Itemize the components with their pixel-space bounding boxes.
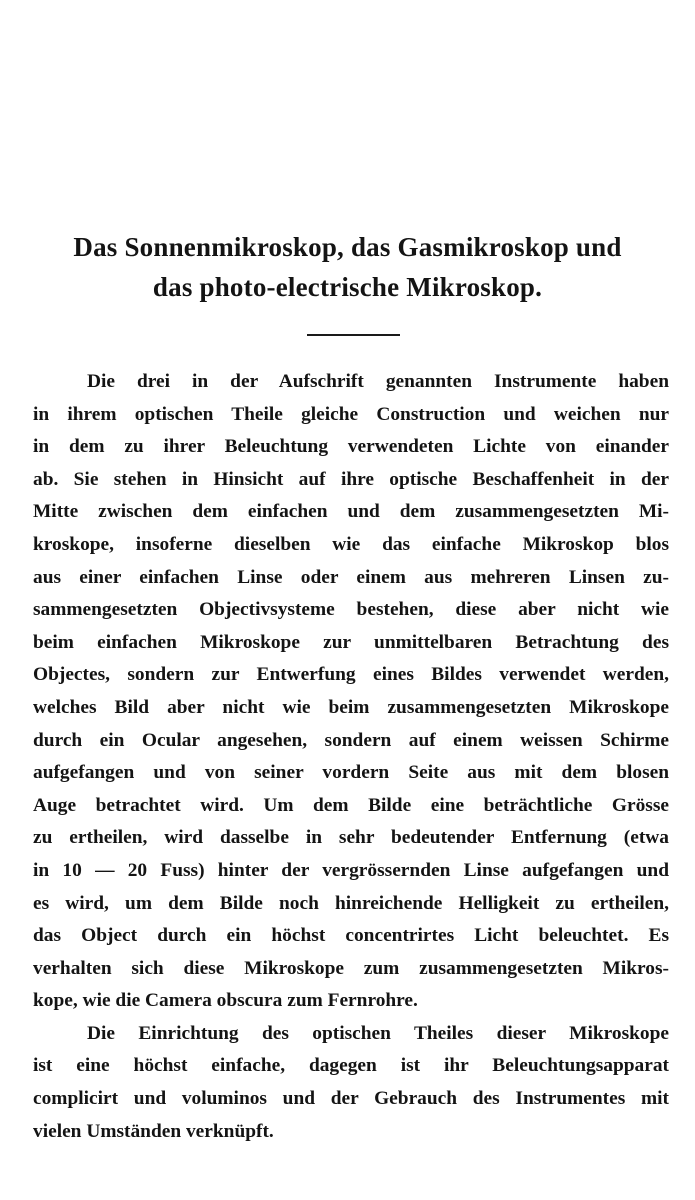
body-text bbox=[33, 366, 669, 1148]
text-line: Objectes, sondern zur Entwerfung eines Bildes verwendet werden, bbox=[33, 664, 669, 686]
text-line: es wird, um dem Bilde noch hinreichende Helligkeit zu ertheilen, bbox=[33, 892, 669, 914]
text-line: welches Bild aber nicht wie beim zusammengesetzten Mikroskope bbox=[33, 696, 669, 718]
text-line: kroskope, insoferne dieselben wie das einfache Mikroskop blos bbox=[33, 533, 669, 555]
text-line: beim einfachen Mikroskope zur unmittelbaren Betrachtung des bbox=[33, 631, 669, 653]
text-line: sammengesetzten Objectivsysteme bestehen, diese aber nicht wie bbox=[33, 599, 669, 621]
paragraph-1 bbox=[33, 366, 669, 1018]
text-line: Mitte zwischen dem einfachen und dem zusammengesetzten Mi- bbox=[33, 501, 669, 523]
title-divider bbox=[307, 334, 400, 336]
text-line: aufgefangen und von seiner vordern Seite aus mit dem blosen bbox=[33, 762, 669, 784]
paragraph-2 bbox=[33, 1018, 669, 1148]
text-line: in ihrem optischen Theile gleiche Construction und weichen nur bbox=[33, 403, 669, 425]
chapter-title-line-1: Das Sonnenmikroskop, das Gasmikroskop und bbox=[73, 232, 622, 262]
text-line: verhalten sich diese Mikroskope zum zusammengesetzten Mikros- bbox=[33, 957, 669, 979]
text-line: Die Einrichtung des optischen Theiles dieser Mikroskope bbox=[87, 1022, 669, 1044]
text-line: in dem zu ihrer Beleuchtung verwendeten Lichte von einander bbox=[33, 436, 669, 458]
text-line: vielen Umständen verknüpft. bbox=[33, 1120, 274, 1142]
text-line: kope, wie die Camera obscura zum Fernrohre. bbox=[33, 990, 418, 1012]
text-line: das Object durch ein höchst concentrirtes Licht beleuchtet. Es bbox=[33, 925, 669, 947]
text-line: ist eine höchst einfache, dagegen ist ihr Beleuchtungsapparat bbox=[33, 1055, 669, 1077]
text-line: Die drei in der Aufschrift genannten Instrumente haben bbox=[87, 371, 669, 392]
text-line: Auge betrachtet wird. Um dem Bilde eine beträchtliche Grösse bbox=[33, 794, 669, 816]
text-line: durch ein Ocular angesehen, sondern auf einem weissen Schirme bbox=[33, 729, 669, 751]
text-line: in 10 — 20 Fuss) hinter der vergrössernden Linse aufgefangen und bbox=[33, 859, 669, 881]
text-line: aus einer einfachen Linse oder einem aus mehreren Linsen zu- bbox=[33, 566, 669, 588]
chapter-title-line-2: das photo-electrische Mikroskop. bbox=[152, 272, 543, 302]
text-line: zu ertheilen, wird dasselbe in sehr bedeutender Entfernung (etwa bbox=[33, 827, 669, 849]
text-line: complicirt und voluminos und der Gebrauch des Instrumentes mit bbox=[33, 1088, 669, 1110]
text-line: ab. Sie stehen in Hinsicht auf ihre optische Beschaffenheit in der bbox=[33, 468, 669, 490]
